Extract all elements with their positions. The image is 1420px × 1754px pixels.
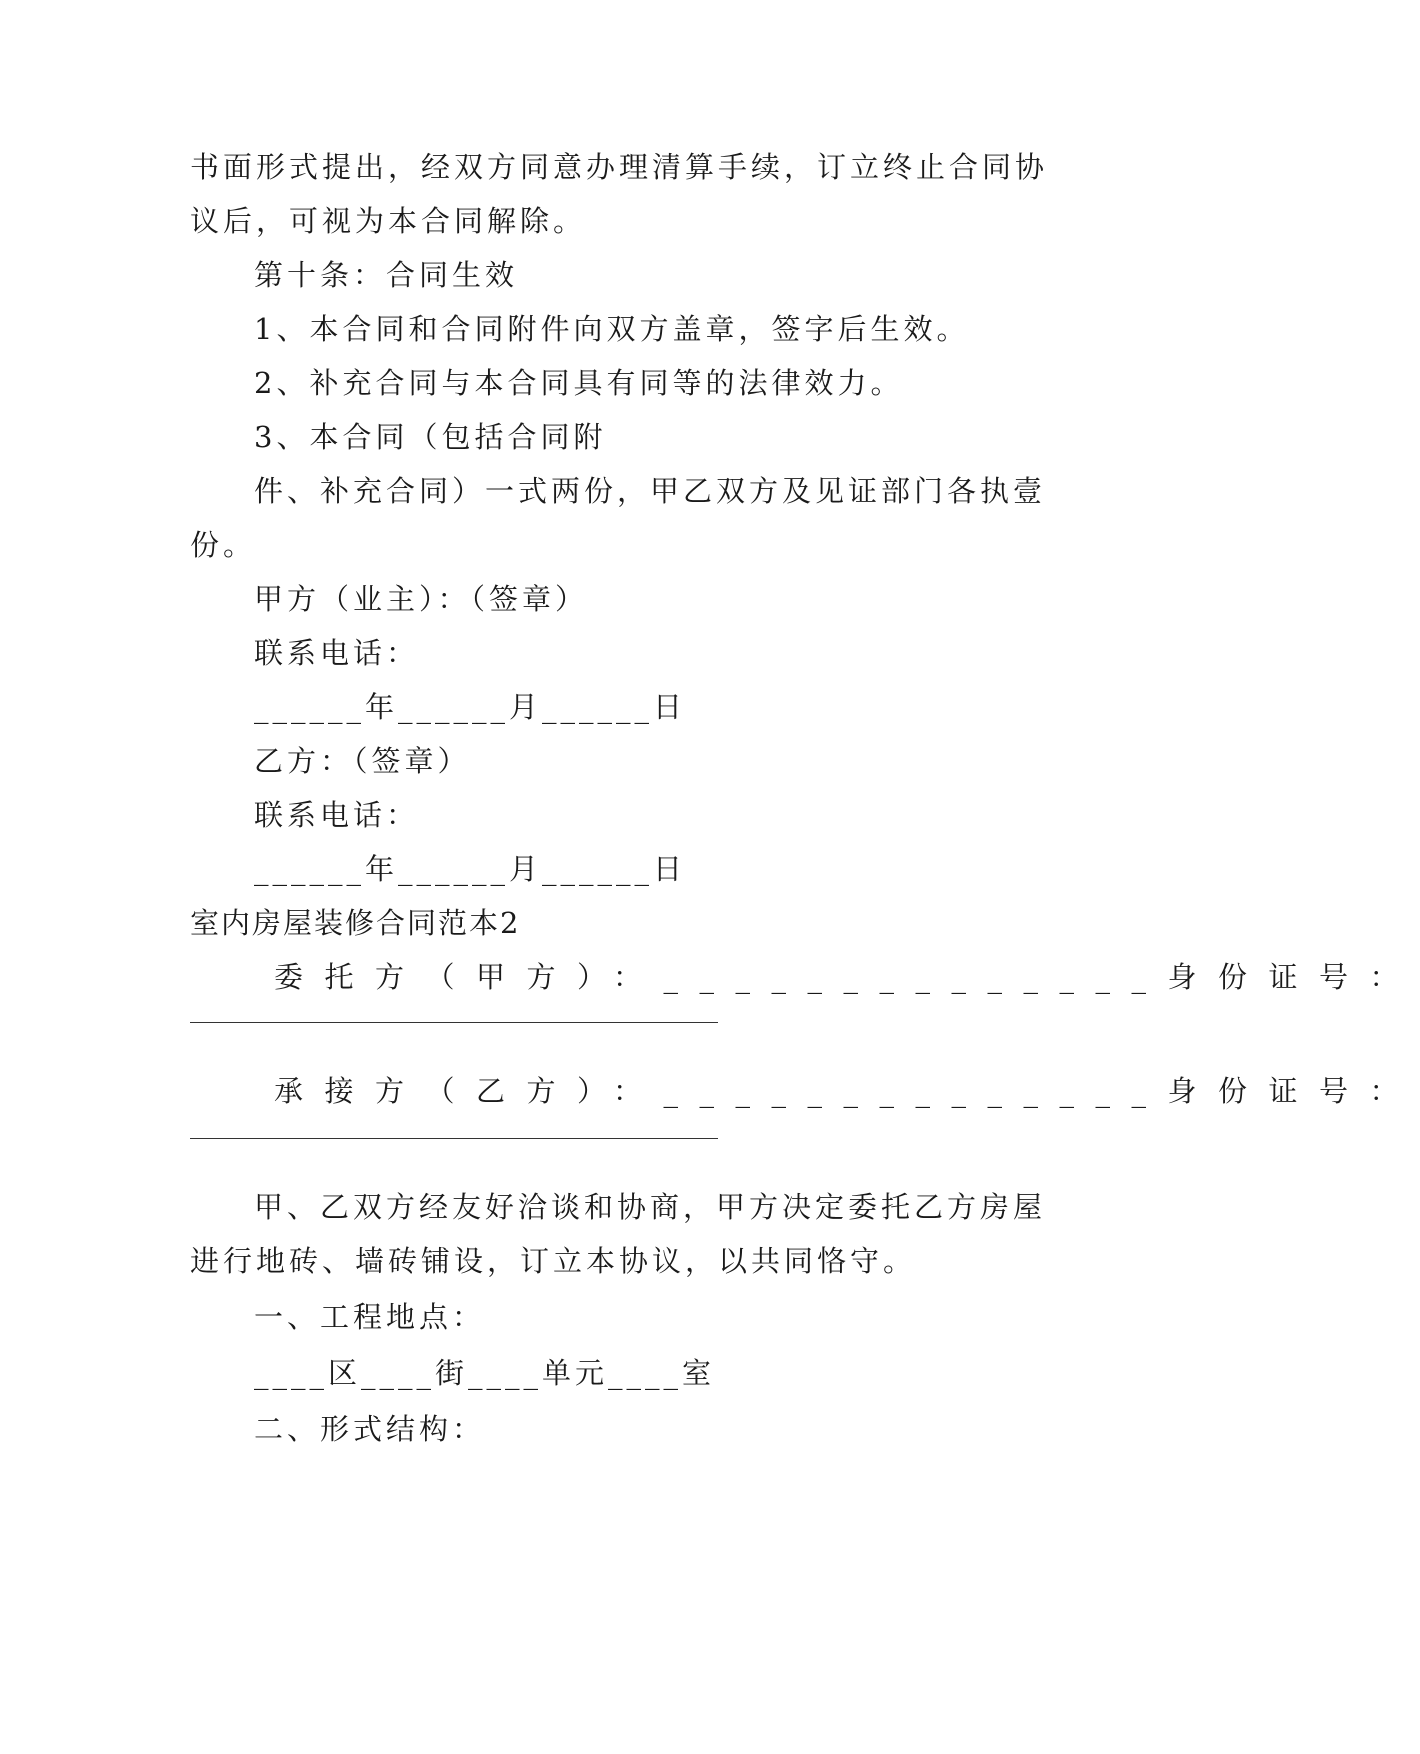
paragraph-line: 份。: [190, 528, 257, 562]
paragraph-line: 议后，可视为本合同解除。: [190, 204, 587, 238]
party-b-signature-line: 乙方：（签章）: [254, 744, 471, 778]
clause-heading: 一、工程地点：: [254, 1300, 486, 1334]
article-heading: 第十条：合同生效: [254, 258, 519, 292]
party-b-phone-label: 联系电话：: [254, 798, 420, 832]
paragraph-line: 1、本合同和合同附件向双方盖章，签字后生效。: [254, 312, 970, 346]
paragraph-line: 书面形式提出，经双方同意办理清算手续，订立终止合同协: [190, 150, 1049, 184]
client-id-blank: [190, 1022, 718, 1023]
section-title: 室内房屋装修合同范本2: [190, 906, 521, 940]
party-a-date-line: ______年______月______日: [254, 690, 687, 724]
paragraph-line: 2、补充合同与本合同具有同等的法律效力。: [254, 366, 904, 400]
paragraph-line: 3、本合同（包括合同附: [254, 420, 607, 454]
party-a-phone-label: 联系电话：: [254, 636, 420, 670]
contractor-id-blank: [190, 1138, 718, 1139]
client-id-line: 委托方（甲方）：______________身份证号：: [274, 960, 1420, 994]
paragraph-line: 甲、乙双方经友好洽谈和协商，甲方决定委托乙方房屋: [254, 1190, 1047, 1224]
address-line: ____区____街____单元____室: [254, 1356, 716, 1390]
party-a-signature-line: 甲方（业主）：（签章）: [254, 582, 589, 616]
paragraph-line: 件、补充合同）一式两份，甲乙双方及见证部门各执壹: [254, 474, 1047, 508]
paragraph-line: 进行地砖、墙砖铺设，订立本协议，以共同恪守。: [190, 1244, 917, 1278]
clause-heading: 二、形式结构：: [254, 1412, 486, 1446]
contractor-id-line: 承接方（乙方）：______________身份证号：: [274, 1074, 1420, 1108]
party-b-date-line: ______年______月______日: [254, 852, 687, 886]
